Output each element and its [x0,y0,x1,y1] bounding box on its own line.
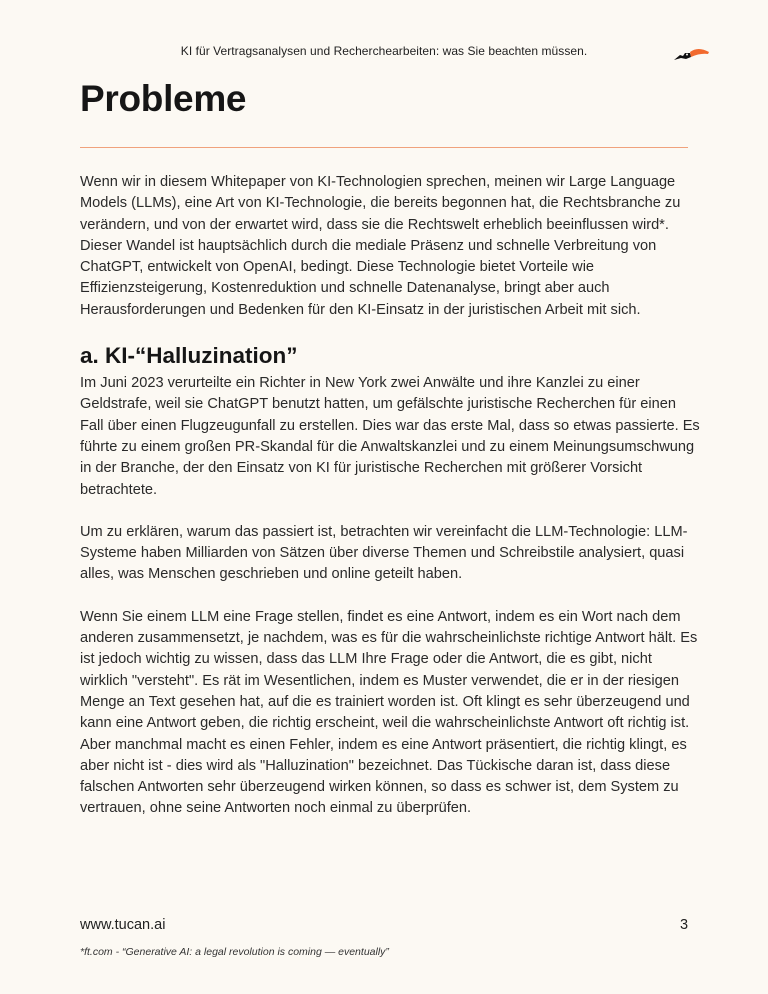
toucan-beak-shape [690,49,709,57]
section-paragraph: Wenn Sie einem LLM eine Frage stellen, findet es eine Antwort, indem es ein Wort nach dem anderen zusammensetzt, je nachdem, was es für die wahrscheinlichste richtige Antwort hält. Es ist jedoch wichtig zu wissen, dass das LLM Ihre Frage oder die Antwort, die es gibt, nicht wirklich "versteht". Es rät im Wesentlichen, indem es Muster verwendet, die er in der riesigen Menge an Text gesehen hat, auf die es trainiert worden ist. Oft klingt es sehr überzeugend und kann eine Antwort geben, die richtig erscheint, weil die wahrscheinlichste Antwort oft richtig ist. Aber manchmal macht es einen Fehler, indem es eine Antwort präsentiert, die richtig klingt, es aber nicht ist - dies wird als "Halluzination" bezeichnet. Das Tückische daran ist, dass diese falschen Antworten sehr überzeugend wirken können, so dass es schwer ist, dem System zu vertrauen, ohne seine Antworten noch einmal zu überprüfen. [80,608,698,817]
footnote: *ft.com - “Generative AI: a legal revolution is coming — eventually” [80,946,389,958]
toucan-eye-shape [686,54,688,56]
intro-paragraph: Wenn wir in diesem Whitepaper von KI-Technologien sprechen, meinen wir Large Language Models (LLMs), eine Art von KI-Technologie, die bereits begonnen hat, die Rechtsbranche zu verändern, und von der erwartet wird, dass sie die Rechtswelt erheblich beeinflussen wird*. Dieser Wandel ist hauptsächlich durch die mediale Präsenz und schnelle Verbreitung von ChatGPT, entwickelt von OpenAI, bedingt. Diese Technologie bietet Vorteile wie Effizienzsteigerung, Kostenreduktion und schnelle Datenanalyse, bringt aber auch Herausforderungen und Bedenken für den KI-Einsatz in der juristischen Arbeit mit sich. [80,174,681,318]
footer-website-link[interactable]: www.tucan.ai [80,917,166,933]
section-paragraph: Um zu erklären, warum das passiert ist, betrachten wir vereinfacht die LLM-Technologie: LLM-Systeme haben Milliarden von Sätzen über diverse Themen und Schreibstile analysiert, quasi alles, was Menschen geschrieben und online geteilt haben. [80,523,688,583]
section-paragraph: Im Juni 2023 verurteilte ein Richter in New York zwei Anwälte und ihre Kanzlei zu einer Geldstrafe, weil sie ChatGPT benutzt hatten, um gefälschte juristische Recherchen für einen Fall über einen Flugzeugunfall zu erstellen. Dies war das erste Mal, dass so etwas passierte. Es führte zu einem großen PR-Skandal für die Anwaltskanzlei und zu einem Meinungsumschwung in der Branche, der den Einsatz von KI für juristische Recherchen mit größerer Vorsicht betrachtete. [80,375,700,498]
main-content [80,172,700,820]
toucan-head-shape [674,53,691,60]
title-divider [80,147,688,148]
page-number: 3 [680,917,689,933]
page-header-title: KI für Vertragsanalysen und Recherchearbeiten: was Sie beachten müssen. [180,44,588,58]
page-title: Probleme [80,78,247,119]
toucan-logo-icon [672,44,712,64]
section-heading: a. KI-“Halluzination” [80,343,298,369]
